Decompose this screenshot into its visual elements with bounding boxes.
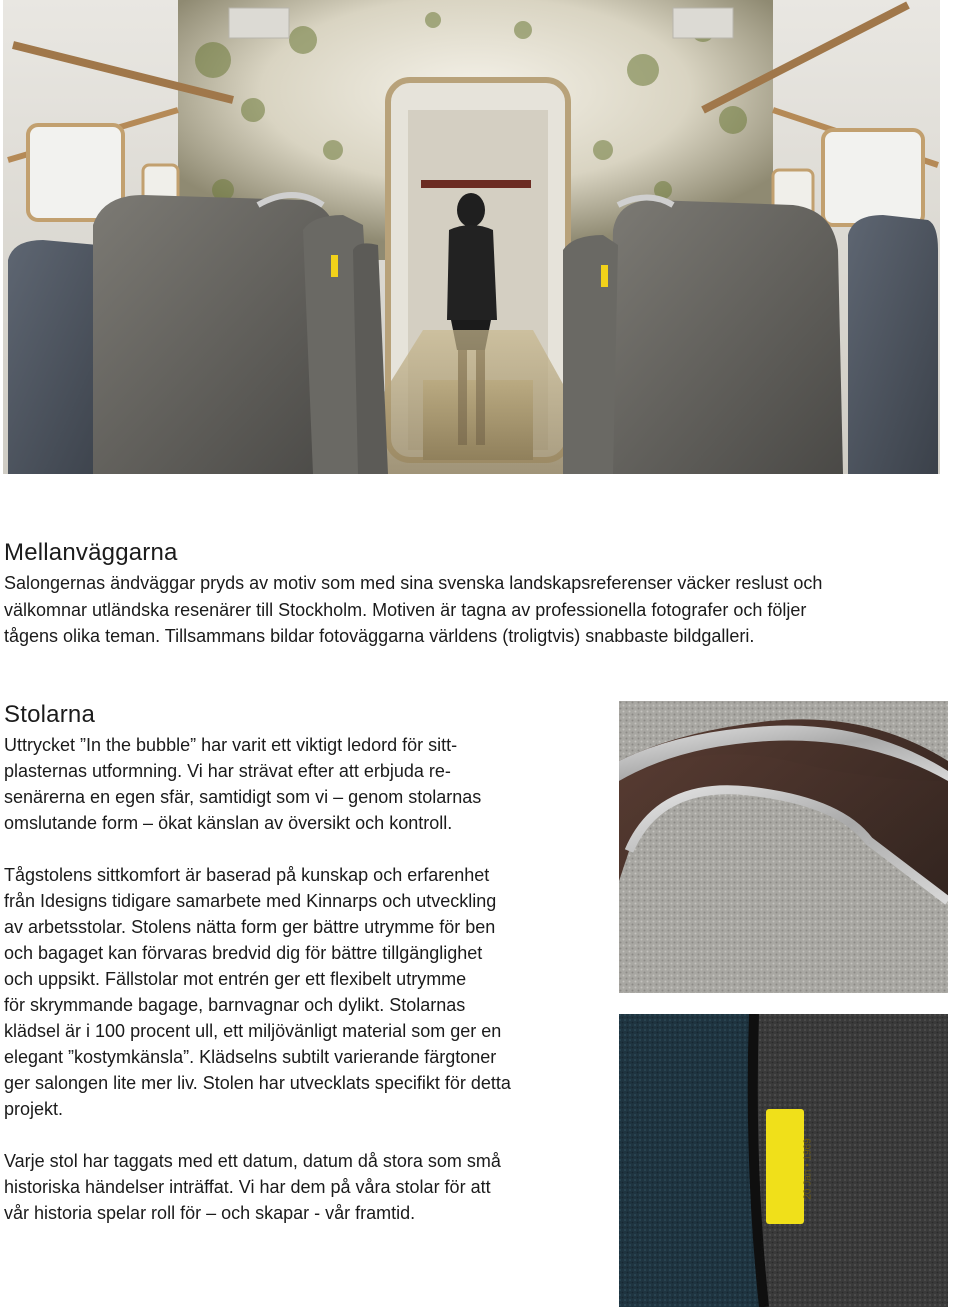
armrest-illustration — [619, 701, 948, 993]
text-line: ger salongen lite mer liv. Stolen har utvecklats specifikt för detta — [4, 1073, 511, 1093]
text-line: plasternas utformning. Vi har strävat efter att erbjuda re- — [4, 761, 451, 781]
section-mellanvaggarna — [4, 539, 954, 650]
section-heading: Stolarna — [4, 701, 95, 728]
text-line: och bagaget kan förvaras bredvid dig för bättre tillgänglighet — [4, 943, 483, 963]
text-line: tågens olika teman. Tillsammans bildar fotoväggarna världens (troligtvis) snabbaste bildgalleri. — [4, 626, 755, 646]
text-line: senärerna en egen sfär, samtidigt som vi – genom stolarnas — [4, 787, 482, 807]
seat-armrest-photo — [619, 701, 948, 993]
date-tag-illustration — [619, 1014, 948, 1307]
text-line: Uttrycket ”In the bubble” har varit ett viktigt ledord för sitt- — [4, 735, 458, 755]
section-stolarna — [4, 701, 594, 1226]
text-line: elegant ”kostymkänsla”. Klädselns subtilt varierande färgtoner — [4, 1047, 497, 1067]
text-line: välkomnar utländska resenärer till Stockholm. Motiven är tagna av professionella fotografer och följer — [4, 599, 807, 620]
section-paragraph — [4, 732, 594, 836]
train-interior-photo — [3, 0, 940, 474]
section-paragraph — [4, 1148, 594, 1226]
date-tag-label: 20 Jan • 1969 — [802, 1138, 814, 1200]
text-line: historiska händelser inträffat. Vi har dem på våra stolar för att — [4, 1177, 491, 1197]
text-line: Tågstolens sittkomfort är baserad på kunskap och erfarenhet — [4, 865, 490, 885]
text-line: för skrymmande bagage, barnvagnar och dylikt. Stolarnas — [4, 995, 466, 1015]
section-paragraph — [4, 570, 954, 650]
text-line: omslutande form – ökat känslan av översikt och kontroll. — [4, 813, 453, 833]
section-paragraph — [4, 862, 594, 1122]
text-line: Salongernas ändväggar pryds av motiv som med sina svenska landskapsreferenser väcker reslust och — [4, 573, 823, 593]
text-line: projekt. — [4, 1099, 64, 1119]
text-line: och uppsikt. Fällstolar mot entrén ger ett flexibelt utrymme — [4, 969, 467, 989]
section-heading: Mellanväggarna — [4, 539, 178, 566]
text-line: av arbetsstolar. Stolens nätta form ger bättre utrymme för ben — [4, 917, 496, 937]
text-line: från Idesigns tidigare samarbete med Kinnarps och utveckling — [4, 891, 497, 911]
text-line: vår historia spelar roll för – och skapar - vår framtid. — [4, 1203, 416, 1223]
text-line: klädsel är i 100 procent ull, ett miljövänligt material som ger en — [4, 1021, 502, 1041]
seat-date-tag-photo — [619, 1014, 948, 1307]
train-interior-illustration — [3, 0, 940, 474]
text-line: Varje stol har taggats med ett datum, datum då stora som små — [4, 1151, 501, 1171]
